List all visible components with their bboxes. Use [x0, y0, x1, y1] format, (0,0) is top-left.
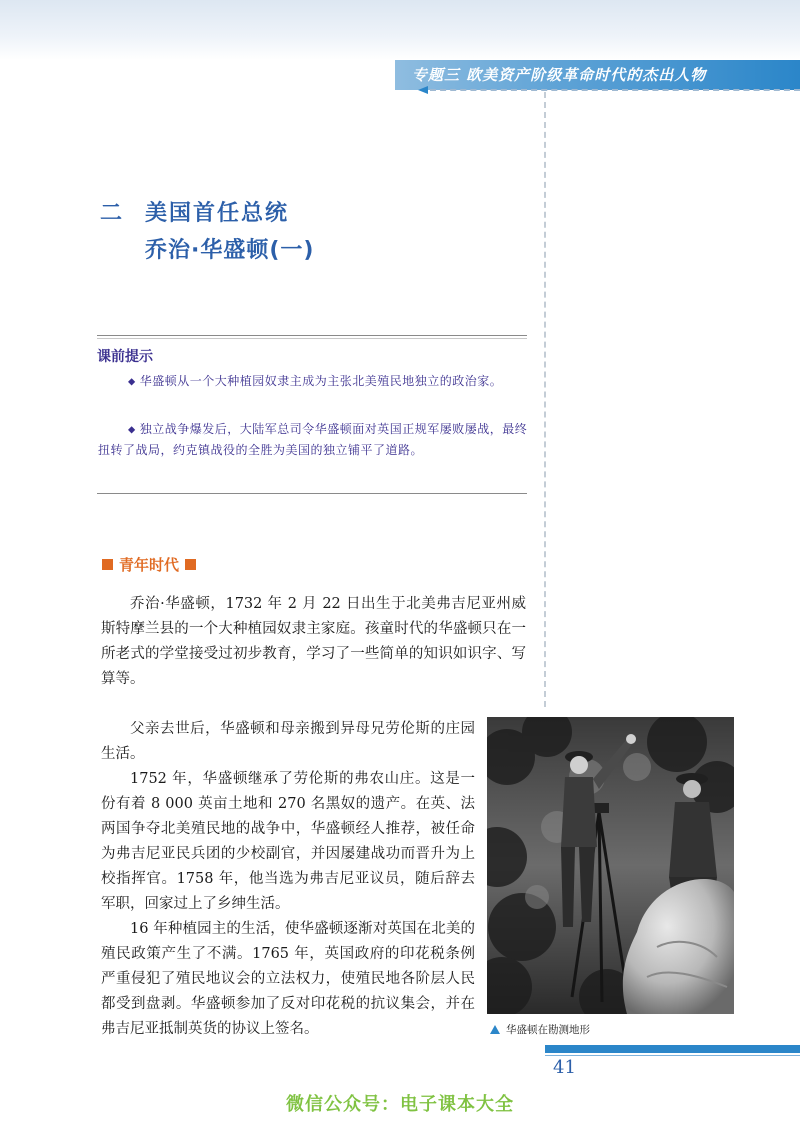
body-paragraph: 乔治·华盛顿，1732 年 2 月 22 日出生于北美弗吉尼亚州威斯特摩兰县的一个大种植园奴隶主家庭。孩童时代的华盛顿只在一所老式的学堂接受过初步教育，学习了一些简单的知识如识字、写算等。 [101, 596, 526, 687]
lesson-title-line2: 乔治·华盛顿(一) [145, 238, 315, 263]
tips-item [98, 371, 528, 392]
square-right-icon [185, 559, 196, 570]
body-paragraph: 1752 年，华盛顿继承了劳伦斯的弗农山庄。这是一份有着 8 000 英亩土地和 270 名黑奴的遗产。在英、法两国争夺北美殖民地的战争中，华盛顿经人推荐，被任命为弗吉尼亚民兵团的少校副官，并因屡建战功而晋升为上校指挥官。1758 年，他当选为弗吉尼亚议员，随后辞去军职，回家过上了乡绅生活。 [101, 771, 475, 912]
arrow-left-icon [418, 86, 428, 94]
triangle-up-icon [490, 1025, 500, 1034]
tips-rule-bottom [97, 493, 527, 494]
tips-item-text: 独立战争爆发后，大陆军总司令华盛顿面对英国正规军屡败屡战，最终扭转了战局，约克镇战役的全胜为美国的独立铺平了道路。 [98, 422, 528, 457]
diamond-bullet-icon: ◆ [128, 422, 136, 436]
section-heading-label: 青年时代 [119, 556, 180, 574]
chapter-title: 专题三 欧美资产阶级革命时代的杰出人物 [412, 66, 707, 84]
diamond-bullet-icon: ◆ [128, 374, 136, 388]
tips-item [98, 419, 528, 461]
tips-heading: 课前提示 [97, 349, 153, 365]
square-left-icon [102, 559, 113, 570]
tips-rule-top-inner [97, 338, 527, 339]
lesson-title-line1: 美国首任总统 [145, 201, 290, 226]
section-heading [102, 554, 196, 575]
header-band [0, 0, 800, 60]
washington-surveying-illustration [487, 717, 734, 1014]
watermark: 微信公众号：电子课本大全 [286, 1094, 514, 1115]
body-paragraph: 16 年种植园主的生活，使华盛顿逐渐对英国在北美的殖民政策产生了不满。1765 年，英国政府的印花税条例严重侵犯了殖民地议会的立法权力，使殖民地各阶层人民都受到盘剥。华盛顿参加了反对印花税的抗议集会，并在弗吉尼亚抵制英货的协议上签名。 [101, 921, 475, 1037]
margin-divider [544, 92, 546, 707]
figure-caption [490, 1022, 590, 1037]
figure-caption-text: 华盛顿在勘测地形 [506, 1024, 590, 1036]
tips-item-text: 华盛顿从一个大种植园奴隶主成为主张北美殖民地独立的政治家。 [139, 374, 503, 388]
body-paragraph: 父亲去世后，华盛顿和母亲搬到异母兄劳伦斯的庄园生活。 [101, 721, 475, 762]
page-number: 41 [553, 1057, 576, 1078]
header-divider [430, 89, 800, 91]
lesson-number: 二 [100, 201, 125, 226]
footer-bar-line [545, 1055, 800, 1056]
tips-rule-top [97, 335, 527, 336]
footer-bar [545, 1045, 800, 1053]
